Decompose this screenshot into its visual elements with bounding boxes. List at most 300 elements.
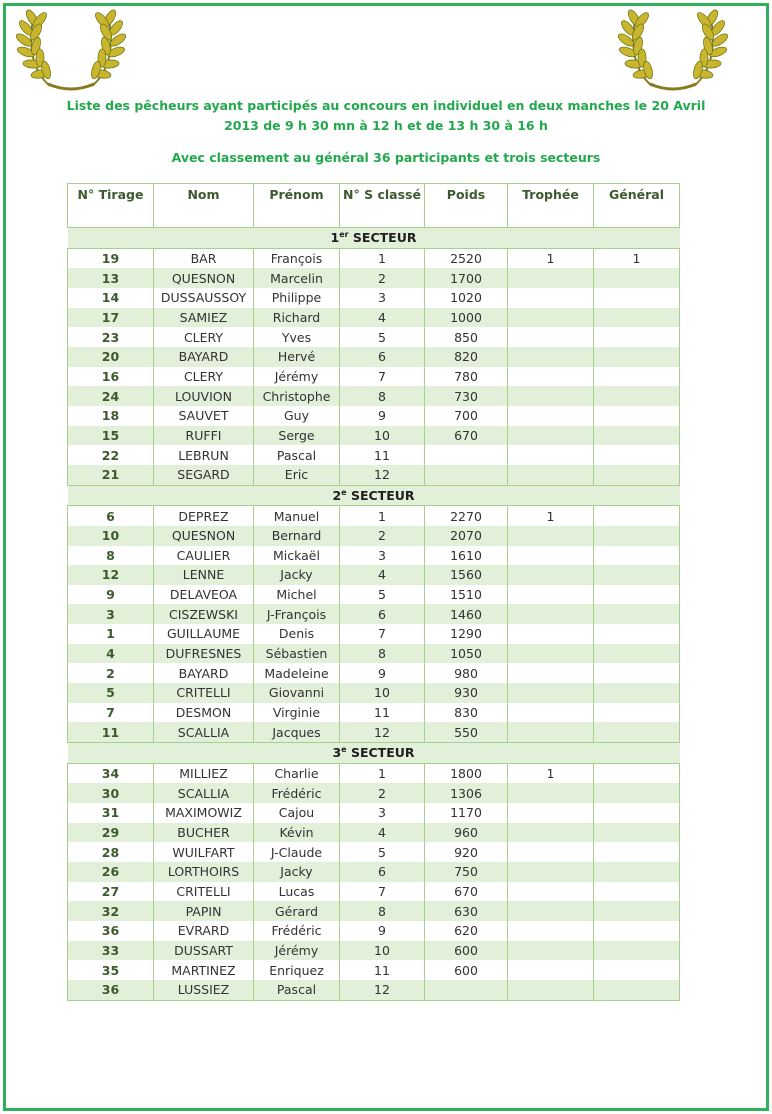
table-row bbox=[68, 722, 680, 742]
cell-trophee bbox=[508, 327, 594, 347]
cell-tirage: 1 bbox=[68, 624, 154, 644]
cell-general bbox=[594, 506, 680, 526]
cell-poids: 1290 bbox=[425, 624, 508, 644]
cell-tirage: 13 bbox=[68, 268, 154, 288]
cell-trophee bbox=[508, 445, 594, 465]
cell-classe: 10 bbox=[340, 941, 425, 961]
table-row bbox=[68, 465, 680, 485]
cell-tirage: 16 bbox=[68, 367, 154, 387]
sector-title bbox=[68, 228, 680, 249]
cell-classe: 7 bbox=[340, 367, 425, 387]
cell-general bbox=[594, 445, 680, 465]
cell-general bbox=[594, 546, 680, 566]
cell-classe: 2 bbox=[340, 526, 425, 546]
cell-prenom: Kévin bbox=[254, 823, 340, 843]
table-row bbox=[68, 803, 680, 823]
cell-nom: LENNE bbox=[154, 565, 254, 585]
cell-nom: SAMIEZ bbox=[154, 308, 254, 328]
table-row bbox=[68, 960, 680, 980]
cell-tirage: 8 bbox=[68, 546, 154, 566]
cell-classe: 4 bbox=[340, 565, 425, 585]
cell-tirage: 23 bbox=[68, 327, 154, 347]
cell-classe: 3 bbox=[340, 288, 425, 308]
cell-prenom: Giovanni bbox=[254, 683, 340, 703]
cell-nom: CRITELLI bbox=[154, 882, 254, 902]
cell-trophee bbox=[508, 980, 594, 1000]
table-row bbox=[68, 624, 680, 644]
cell-trophee bbox=[508, 901, 594, 921]
cell-classe: 7 bbox=[340, 624, 425, 644]
cell-tirage: 6 bbox=[68, 506, 154, 526]
cell-general bbox=[594, 663, 680, 683]
cell-tirage: 7 bbox=[68, 703, 154, 723]
cell-classe: 9 bbox=[340, 406, 425, 426]
cell-general bbox=[594, 526, 680, 546]
cell-nom: WUILFART bbox=[154, 842, 254, 862]
table-row bbox=[68, 921, 680, 941]
table-row bbox=[68, 901, 680, 921]
cell-general bbox=[594, 288, 680, 308]
cell-nom: MAXIMOWIZ bbox=[154, 803, 254, 823]
cell-general bbox=[594, 604, 680, 624]
col-header-classe: N° S classé bbox=[340, 184, 425, 228]
table-row bbox=[68, 980, 680, 1000]
cell-trophee bbox=[508, 465, 594, 485]
cell-poids: 1170 bbox=[425, 803, 508, 823]
cell-poids: 830 bbox=[425, 703, 508, 723]
cell-poids: 670 bbox=[425, 426, 508, 446]
cell-poids: 780 bbox=[425, 367, 508, 387]
cell-tirage: 9 bbox=[68, 585, 154, 605]
cell-prenom: Jacques bbox=[254, 722, 340, 742]
cell-nom: SEGARD bbox=[154, 465, 254, 485]
cell-general bbox=[594, 763, 680, 783]
cell-trophee bbox=[508, 941, 594, 961]
cell-tirage: 11 bbox=[68, 722, 154, 742]
cell-classe: 1 bbox=[340, 763, 425, 783]
cell-classe: 12 bbox=[340, 465, 425, 485]
cell-prenom: Bernard bbox=[254, 526, 340, 546]
cell-prenom: Jacky bbox=[254, 565, 340, 585]
cell-tirage: 30 bbox=[68, 783, 154, 803]
cell-poids: 1020 bbox=[425, 288, 508, 308]
cell-tirage: 4 bbox=[68, 644, 154, 664]
cell-poids: 960 bbox=[425, 823, 508, 843]
cell-poids: 850 bbox=[425, 327, 508, 347]
table-row bbox=[68, 683, 680, 703]
col-header-nom: Nom bbox=[154, 184, 254, 228]
cell-classe: 7 bbox=[340, 882, 425, 902]
cell-poids: 1306 bbox=[425, 783, 508, 803]
cell-classe: 3 bbox=[340, 546, 425, 566]
cell-prenom: Christophe bbox=[254, 386, 340, 406]
results-table bbox=[67, 183, 680, 1001]
cell-general bbox=[594, 644, 680, 664]
cell-classe: 3 bbox=[340, 803, 425, 823]
table-row bbox=[68, 347, 680, 367]
cell-prenom: J-Claude bbox=[254, 842, 340, 862]
cell-tirage: 10 bbox=[68, 526, 154, 546]
cell-trophee bbox=[508, 347, 594, 367]
cell-prenom: Serge bbox=[254, 426, 340, 446]
cell-tirage: 21 bbox=[68, 465, 154, 485]
table-row bbox=[68, 783, 680, 803]
col-header-tirage: N° Tirage bbox=[68, 184, 154, 228]
cell-classe: 8 bbox=[340, 644, 425, 664]
cell-classe: 10 bbox=[340, 683, 425, 703]
sector-title bbox=[68, 485, 680, 506]
cell-poids: 550 bbox=[425, 722, 508, 742]
cell-nom: DELAVEOA bbox=[154, 585, 254, 605]
cell-prenom: Marcelin bbox=[254, 268, 340, 288]
cell-prenom: Jacky bbox=[254, 862, 340, 882]
cell-trophee bbox=[508, 862, 594, 882]
table-row bbox=[68, 268, 680, 288]
cell-poids: 1700 bbox=[425, 268, 508, 288]
cell-classe: 8 bbox=[340, 386, 425, 406]
cell-prenom: Denis bbox=[254, 624, 340, 644]
cell-trophee bbox=[508, 268, 594, 288]
cell-nom: BAYARD bbox=[154, 663, 254, 683]
cell-classe: 12 bbox=[340, 722, 425, 742]
cell-poids: 920 bbox=[425, 842, 508, 862]
cell-trophee bbox=[508, 663, 594, 683]
cell-classe: 6 bbox=[340, 347, 425, 367]
cell-classe: 2 bbox=[340, 783, 425, 803]
cell-poids: 1000 bbox=[425, 308, 508, 328]
table-row bbox=[68, 842, 680, 862]
table-row bbox=[68, 941, 680, 961]
cell-tirage: 20 bbox=[68, 347, 154, 367]
cell-general bbox=[594, 465, 680, 485]
title-line-2: 2013 de 9 h 30 mn à 12 h et de 13 h 30 à 16 h bbox=[224, 118, 548, 133]
cell-tirage: 29 bbox=[68, 823, 154, 843]
sector-ordinal: e bbox=[341, 487, 347, 497]
table-row bbox=[68, 585, 680, 605]
cell-trophee bbox=[508, 406, 594, 426]
cell-trophee: 1 bbox=[508, 763, 594, 783]
cell-tirage: 33 bbox=[68, 941, 154, 961]
cell-classe: 4 bbox=[340, 308, 425, 328]
sector-label: SECTEUR bbox=[348, 230, 417, 246]
cell-trophee bbox=[508, 308, 594, 328]
cell-general bbox=[594, 406, 680, 426]
page-subtitle: Avec classement au général 36 participants et trois secteurs bbox=[171, 150, 601, 165]
cell-tirage: 17 bbox=[68, 308, 154, 328]
table-row bbox=[68, 526, 680, 546]
cell-general bbox=[594, 921, 680, 941]
table-row bbox=[68, 308, 680, 328]
cell-tirage: 3 bbox=[68, 604, 154, 624]
cell-classe: 11 bbox=[340, 960, 425, 980]
title-line-1: Liste des pêcheurs ayant participés au concours en individuel en deux manches le 20 Avril bbox=[66, 98, 706, 113]
cell-tirage: 36 bbox=[68, 980, 154, 1000]
table-row bbox=[68, 506, 680, 526]
laurel-wreath-icon bbox=[612, 4, 734, 92]
cell-nom: DEPREZ bbox=[154, 506, 254, 526]
sector-number: 3 bbox=[332, 745, 342, 761]
cell-trophee bbox=[508, 367, 594, 387]
cell-prenom: Yves bbox=[254, 327, 340, 347]
cell-nom: MILLIEZ bbox=[154, 763, 254, 783]
cell-general bbox=[594, 426, 680, 446]
cell-poids: 670 bbox=[425, 882, 508, 902]
cell-trophee bbox=[508, 288, 594, 308]
cell-trophee bbox=[508, 604, 594, 624]
cell-tirage: 14 bbox=[68, 288, 154, 308]
cell-prenom: Hervé bbox=[254, 347, 340, 367]
cell-tirage: 12 bbox=[68, 565, 154, 585]
col-header-prenom: Prénom bbox=[254, 184, 340, 228]
cell-classe: 12 bbox=[340, 980, 425, 1000]
table-row bbox=[68, 663, 680, 683]
cell-classe: 1 bbox=[340, 248, 425, 268]
cell-general bbox=[594, 882, 680, 902]
cell-classe: 4 bbox=[340, 823, 425, 843]
cell-classe: 1 bbox=[340, 506, 425, 526]
page-title bbox=[40, 96, 732, 136]
sector-label: SECTEUR bbox=[346, 487, 415, 503]
cell-trophee: 1 bbox=[508, 248, 594, 268]
cell-tirage: 36 bbox=[68, 921, 154, 941]
cell-poids: 1510 bbox=[425, 585, 508, 605]
sector-number: 1 bbox=[330, 230, 340, 246]
cell-nom: BAYARD bbox=[154, 347, 254, 367]
cell-nom: BUCHER bbox=[154, 823, 254, 843]
cell-general bbox=[594, 783, 680, 803]
cell-general bbox=[594, 842, 680, 862]
cell-classe: 5 bbox=[340, 585, 425, 605]
cell-nom: CRITELLI bbox=[154, 683, 254, 703]
cell-general bbox=[594, 722, 680, 742]
cell-poids: 820 bbox=[425, 347, 508, 367]
cell-nom: SCALLIA bbox=[154, 722, 254, 742]
cell-prenom: Enriquez bbox=[254, 960, 340, 980]
table-row bbox=[68, 445, 680, 465]
cell-nom: CAULIER bbox=[154, 546, 254, 566]
cell-classe: 9 bbox=[340, 921, 425, 941]
cell-prenom: Madeleine bbox=[254, 663, 340, 683]
cell-nom: DESMON bbox=[154, 703, 254, 723]
cell-nom: PAPIN bbox=[154, 901, 254, 921]
table-row bbox=[68, 565, 680, 585]
cell-tirage: 28 bbox=[68, 842, 154, 862]
cell-prenom: Richard bbox=[254, 308, 340, 328]
cell-classe: 8 bbox=[340, 901, 425, 921]
table-row bbox=[68, 406, 680, 426]
cell-poids: 1610 bbox=[425, 546, 508, 566]
cell-trophee bbox=[508, 823, 594, 843]
cell-general bbox=[594, 624, 680, 644]
cell-prenom: Cajou bbox=[254, 803, 340, 823]
col-header-general: Général bbox=[594, 184, 680, 228]
table-row bbox=[68, 763, 680, 783]
cell-classe: 10 bbox=[340, 426, 425, 446]
cell-nom: BAR bbox=[154, 248, 254, 268]
cell-poids: 1460 bbox=[425, 604, 508, 624]
cell-classe: 6 bbox=[340, 604, 425, 624]
table-row bbox=[68, 823, 680, 843]
cell-classe: 5 bbox=[340, 842, 425, 862]
cell-poids: 620 bbox=[425, 921, 508, 941]
cell-tirage: 2 bbox=[68, 663, 154, 683]
cell-poids: 980 bbox=[425, 663, 508, 683]
laurel-wreath-icon bbox=[10, 4, 132, 92]
cell-general bbox=[594, 960, 680, 980]
sector-number: 2 bbox=[332, 487, 342, 503]
cell-prenom: Eric bbox=[254, 465, 340, 485]
cell-classe: 5 bbox=[340, 327, 425, 347]
cell-prenom: Virginie bbox=[254, 703, 340, 723]
cell-nom: RUFFI bbox=[154, 426, 254, 446]
cell-general bbox=[594, 901, 680, 921]
table-row bbox=[68, 644, 680, 664]
cell-tirage: 22 bbox=[68, 445, 154, 465]
cell-tirage: 27 bbox=[68, 882, 154, 902]
cell-prenom: Mickaël bbox=[254, 546, 340, 566]
cell-trophee bbox=[508, 624, 594, 644]
cell-poids: 630 bbox=[425, 901, 508, 921]
cell-nom: LEBRUN bbox=[154, 445, 254, 465]
cell-tirage: 32 bbox=[68, 901, 154, 921]
cell-prenom: Charlie bbox=[254, 763, 340, 783]
cell-tirage: 18 bbox=[68, 406, 154, 426]
cell-general bbox=[594, 308, 680, 328]
sector-header-row bbox=[68, 485, 680, 506]
cell-general bbox=[594, 386, 680, 406]
cell-trophee bbox=[508, 783, 594, 803]
cell-nom: GUILLAUME bbox=[154, 624, 254, 644]
cell-poids: 750 bbox=[425, 862, 508, 882]
table-row bbox=[68, 367, 680, 387]
cell-tirage: 19 bbox=[68, 248, 154, 268]
table-row bbox=[68, 546, 680, 566]
cell-poids: 2270 bbox=[425, 506, 508, 526]
cell-poids: 700 bbox=[425, 406, 508, 426]
cell-prenom: Pascal bbox=[254, 445, 340, 465]
cell-nom: LUSSIEZ bbox=[154, 980, 254, 1000]
cell-nom: LOUVION bbox=[154, 386, 254, 406]
cell-poids: 930 bbox=[425, 683, 508, 703]
cell-poids: 730 bbox=[425, 386, 508, 406]
cell-general bbox=[594, 803, 680, 823]
cell-tirage: 35 bbox=[68, 960, 154, 980]
cell-general bbox=[594, 980, 680, 1000]
cell-general bbox=[594, 347, 680, 367]
cell-poids: 600 bbox=[425, 941, 508, 961]
sector-header-row bbox=[68, 228, 680, 249]
cell-poids: 1560 bbox=[425, 565, 508, 585]
col-header-trophee: Trophée bbox=[508, 184, 594, 228]
table-row bbox=[68, 426, 680, 446]
cell-general bbox=[594, 565, 680, 585]
cell-tirage: 24 bbox=[68, 386, 154, 406]
table-row bbox=[68, 386, 680, 406]
cell-nom: DUSSART bbox=[154, 941, 254, 961]
table-row bbox=[68, 248, 680, 268]
cell-trophee bbox=[508, 842, 594, 862]
cell-poids bbox=[425, 980, 508, 1000]
cell-prenom: Guy bbox=[254, 406, 340, 426]
cell-classe: 9 bbox=[340, 663, 425, 683]
cell-poids: 600 bbox=[425, 960, 508, 980]
cell-classe: 11 bbox=[340, 445, 425, 465]
cell-prenom: François bbox=[254, 248, 340, 268]
cell-poids: 1800 bbox=[425, 763, 508, 783]
cell-prenom: Jérémy bbox=[254, 367, 340, 387]
cell-tirage: 15 bbox=[68, 426, 154, 446]
cell-general bbox=[594, 585, 680, 605]
cell-trophee bbox=[508, 683, 594, 703]
cell-tirage: 34 bbox=[68, 763, 154, 783]
cell-nom: QUESNON bbox=[154, 268, 254, 288]
cell-prenom: Sébastien bbox=[254, 644, 340, 664]
sector-title bbox=[68, 743, 680, 764]
cell-classe: 11 bbox=[340, 703, 425, 723]
cell-poids bbox=[425, 445, 508, 465]
cell-prenom: Lucas bbox=[254, 882, 340, 902]
cell-nom: QUESNON bbox=[154, 526, 254, 546]
table-row bbox=[68, 604, 680, 624]
cell-general bbox=[594, 862, 680, 882]
cell-tirage: 31 bbox=[68, 803, 154, 823]
cell-general bbox=[594, 823, 680, 843]
col-header-poids: Poids bbox=[425, 184, 508, 228]
cell-nom: SAUVET bbox=[154, 406, 254, 426]
cell-general bbox=[594, 941, 680, 961]
cell-classe: 2 bbox=[340, 268, 425, 288]
cell-prenom: Frédéric bbox=[254, 783, 340, 803]
cell-nom: LORTHOIRS bbox=[154, 862, 254, 882]
table-row bbox=[68, 882, 680, 902]
cell-prenom: Michel bbox=[254, 585, 340, 605]
table-row bbox=[68, 703, 680, 723]
cell-trophee bbox=[508, 565, 594, 585]
cell-nom: SCALLIA bbox=[154, 783, 254, 803]
cell-trophee bbox=[508, 703, 594, 723]
cell-trophee bbox=[508, 882, 594, 902]
cell-prenom: Frédéric bbox=[254, 921, 340, 941]
cell-nom: CLERY bbox=[154, 367, 254, 387]
sector-label: SECTEUR bbox=[346, 745, 415, 761]
cell-prenom: J-François bbox=[254, 604, 340, 624]
cell-trophee bbox=[508, 546, 594, 566]
cell-nom: EVRARD bbox=[154, 921, 254, 941]
sector-ordinal: e bbox=[341, 745, 347, 755]
table-row bbox=[68, 327, 680, 347]
cell-trophee bbox=[508, 803, 594, 823]
cell-prenom: Philippe bbox=[254, 288, 340, 308]
cell-prenom: Jérémy bbox=[254, 941, 340, 961]
cell-tirage: 5 bbox=[68, 683, 154, 703]
cell-prenom: Gérard bbox=[254, 901, 340, 921]
cell-general bbox=[594, 703, 680, 723]
cell-trophee bbox=[508, 426, 594, 446]
cell-general: 1 bbox=[594, 248, 680, 268]
cell-trophee bbox=[508, 526, 594, 546]
cell-poids: 2520 bbox=[425, 248, 508, 268]
sector-ordinal: er bbox=[339, 230, 349, 240]
cell-poids bbox=[425, 465, 508, 485]
cell-nom: CLERY bbox=[154, 327, 254, 347]
table-row bbox=[68, 288, 680, 308]
cell-classe: 6 bbox=[340, 862, 425, 882]
cell-general bbox=[594, 683, 680, 703]
table-row bbox=[68, 862, 680, 882]
cell-prenom: Manuel bbox=[254, 506, 340, 526]
table-header-row bbox=[68, 184, 680, 228]
cell-trophee bbox=[508, 386, 594, 406]
